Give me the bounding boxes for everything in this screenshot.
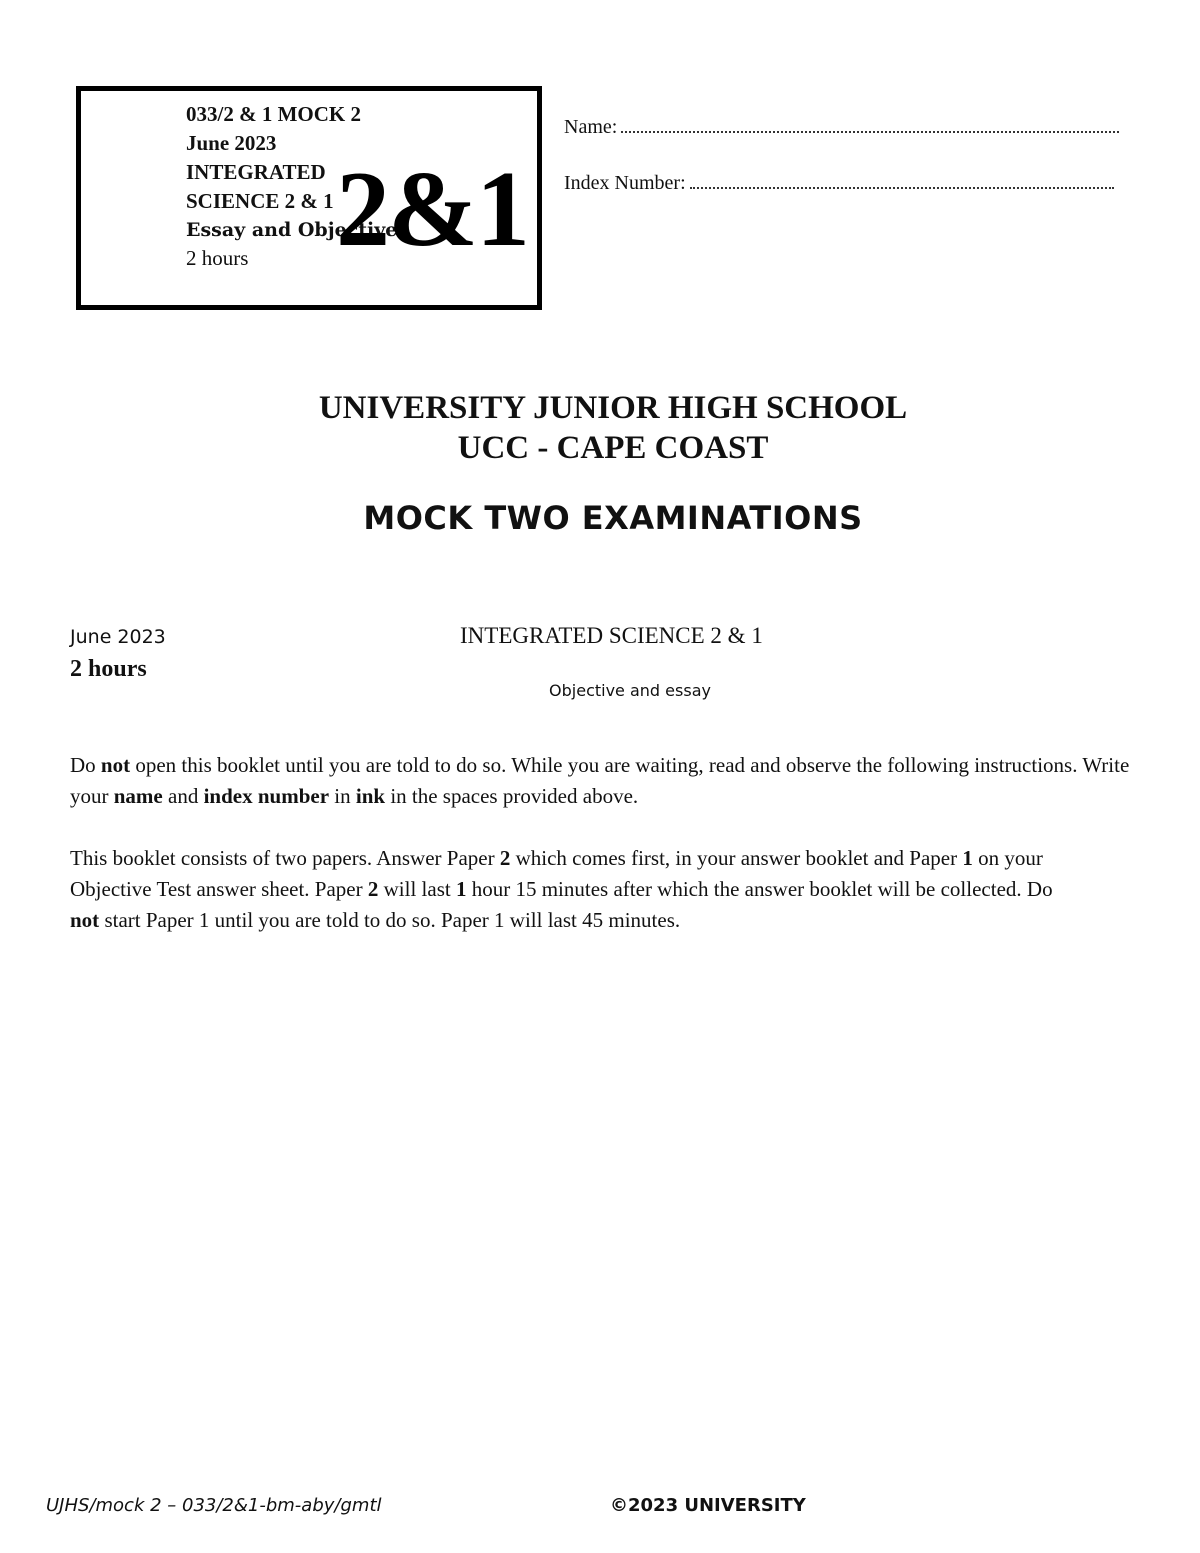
paper-code: 033/2 & 1 MOCK 2 [186,102,361,126]
instruction-paragraph-2 [70,843,1070,936]
name-label: Name: [564,116,618,138]
exam-subject: INTEGRATED SCIENCE 2 & 1 [460,623,763,648]
p1-text-1: Do [70,753,101,777]
name-dotted-line[interactable] [621,129,1119,133]
index-number-field[interactable] [564,172,1114,195]
p1-bold-3: index number [203,784,330,808]
p2-text-5: hour 15 minutes after which the answer booklet will be collected. Do [466,877,1053,901]
p2-bold-1: 2 [499,846,511,870]
p1-bold-1: not [100,753,131,777]
name-field[interactable] [564,116,1119,139]
index-number-dotted-line[interactable] [690,185,1114,189]
p2-bold-4: 1 [455,877,467,901]
footer-copyright: ©2023 UNIVERSITY [610,1495,806,1516]
school-name: UNIVERSITY JUNIOR HIGH SCHOOL [318,390,908,426]
box-date: June 2023 [186,131,277,155]
p2-bold-2: 1 [962,846,973,870]
footer-reference: UJHS/mock 2 – 033/2&1-bm-aby/gmtl [46,1495,382,1516]
p2-bold-3: 2 [367,877,379,901]
exam-date: June 2023 [70,626,166,648]
school-location: UCC - CAPE COAST [457,430,769,466]
box-duration: 2 hours [186,246,249,270]
p2-text-3: on your Objective Test answer sheet. Paper [70,846,1043,901]
p2-text-2: which comes first, in your answer booklet and Paper [510,846,963,870]
exam-subtitle: Objective and essay [549,681,711,700]
index-number-label: Index Number: [564,172,686,194]
p1-text-3: and [162,784,204,808]
p2-text-4: will last [378,877,456,901]
box-subject-line-2: SCIENCE 2 & 1 [186,189,334,213]
p1-text-5: in the spaces provided above. [385,784,639,808]
p1-bold-4: ink [355,784,386,808]
p2-text-6: start Paper 1 until you are told to do so. Paper 1 will last 45 minutes. [99,908,681,932]
p1-text-4: in [329,784,356,808]
box-paper-type: Essay and Objective [186,219,398,241]
exam-duration: 2 hours [70,656,147,682]
p1-bold-2: name [113,784,163,808]
instruction-paragraph-1 [70,750,1150,812]
p1-text-2: open this booklet until you are told to do so. While you are waiting, read and observe the following instructions. Write your [70,753,1130,808]
p2-bold-5: not [70,908,100,932]
exam-title: MOCK TWO EXAMINATIONS [363,499,863,537]
box-subject-line-1: INTEGRATED [186,160,326,184]
p2-text-1: This booklet consists of two papers. Answer Paper [70,846,500,870]
paper-number-overlay: 2&1 [336,150,528,269]
